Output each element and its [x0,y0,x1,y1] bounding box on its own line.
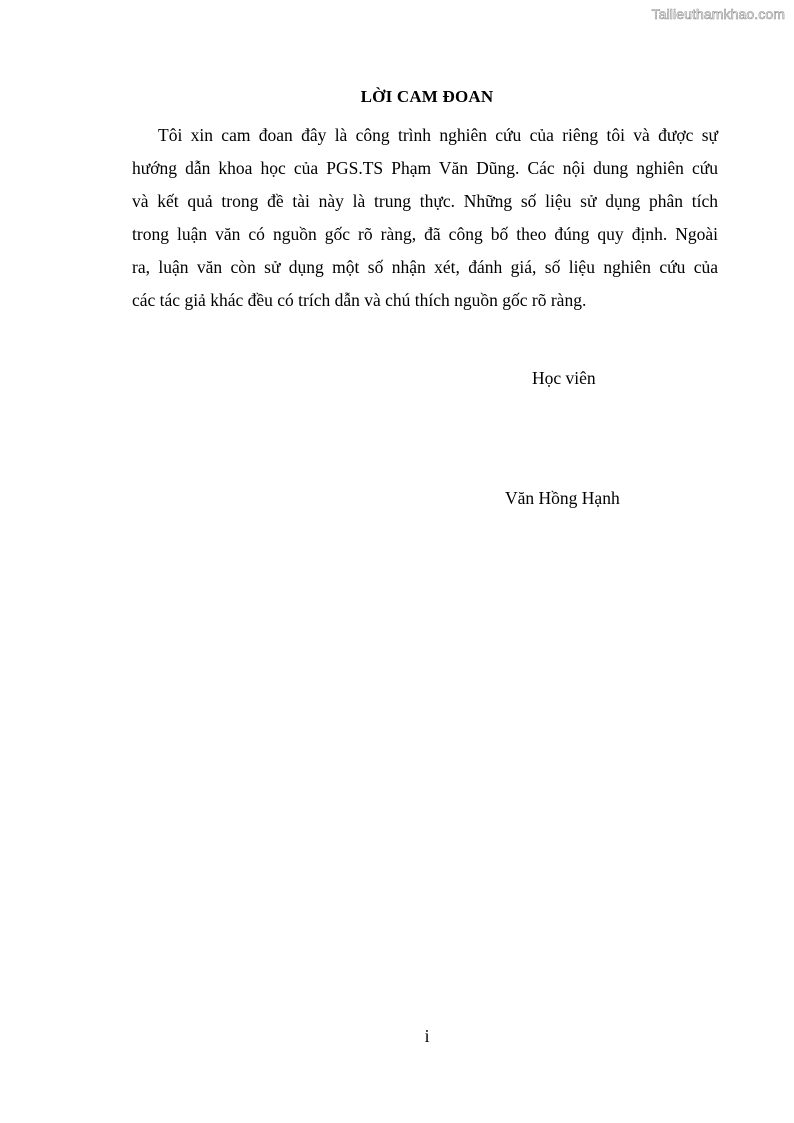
watermark: Tailieuthamkhao.com [651,6,785,22]
paragraph-line: Tôi xin cam đoan đây là công trình nghiên cứu của riêng tôi và được sự [158,125,718,145]
paragraph-line: hướng dẫn khoa học của PGS.TS Phạm Văn Dũng. Các nội dung nghiên cứu [132,158,718,178]
page-title: LỜI CAM ĐOAN [360,87,494,106]
signature-role: Học viên [532,368,596,388]
page-number: i [424,1026,430,1046]
paragraph-line: và kết quả trong đề tài này là trung thực. Những số liệu sử dụng phân tích [132,191,718,211]
paragraph-line: trong luận văn có nguồn gốc rõ ràng, đã công bố theo đúng quy định. Ngoài [132,224,718,244]
paragraph-line: các tác giả khác đều có trích dẫn và chú thích nguồn gốc rõ ràng. [132,290,587,310]
signature-name: Văn Hồng Hạnh [505,488,620,508]
paragraph-line: ra, luận văn còn sử dụng một số nhận xét, đánh giá, số liệu nghiên cứu của [132,257,718,277]
declaration-paragraph [132,119,718,317]
